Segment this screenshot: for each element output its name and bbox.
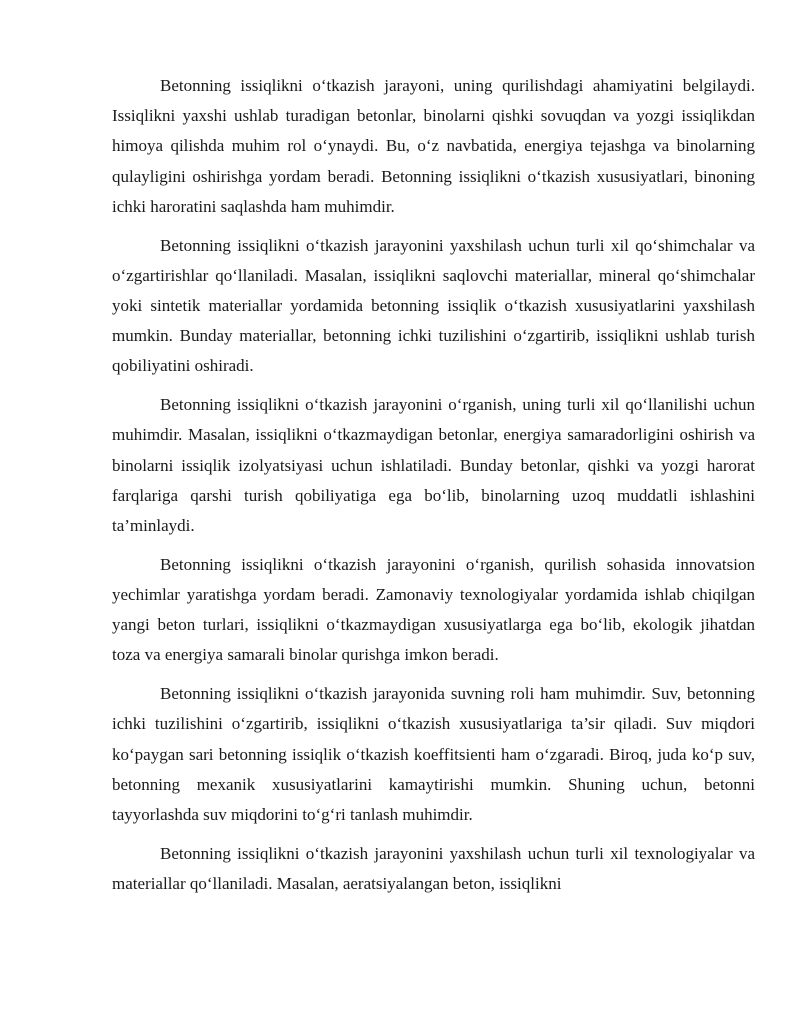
paragraph-5: Betonning issiqlikni o‘tkazish jarayonida suvning roli ham muhimdir. Suv, betonning ichki tuzilishini o‘zgartirib, issiqlikni o‘tkazish xususiyatlariga ta’sir qiladi. Suv miqdori ko‘paygan sari betonning issiqlik o‘tkazish koeffitsienti ham o‘zgaradi. Biroq, juda ko‘p suv, betonning mexanik xususiyatlarini kamaytirishi mumkin. Shuning uchun, betonni tayyorlashda suv miqdorini to‘g‘ri tanlash muhimdir. <box>112 684 755 825</box>
paragraph-6: Betonning issiqlikni o‘tkazish jarayonini yaxshilash uchun turli xil texnologiyalar va materiallar qo‘llaniladi. Masalan, aeratsiyalangan beton, issiqlikni <box>112 843 755 894</box>
paragraph-4: Betonning issiqlikni o‘tkazish jarayonini o‘rganish, qurilish sohasida innovatsion yechimlar yaratishga yordam beradi. Zamonaviy texnologiyalar yordamida ishlab chiqilgan yangi beton turlari, issiqlikni o‘tkazmaydigan xususiyatlarga ega bo‘lib, ekologik jihatdan toza va energiya samarali binolar qurishga imkon beradi. <box>112 554 755 665</box>
paragraph-1: Betonning issiqlikni o‘tkazish jarayoni, uning qurilishdagi ahamiyatini belgilaydi. Issiqlikni yaxshi ushlab turadigan betonlar, binolarni qishki sovuqdan va yozgi issiqlikdan himoya qilishda muhim rol o‘ynaydi. Bu, o‘z navbatida, energiya tejashga va binolarning qulayligini oshirishga yordam beradi. Betonning issiqlikni o‘tkazish xususiyatlari, binoning ichki haroratini saqlashda ham muhimdir. <box>112 76 755 216</box>
document-page <box>112 71 755 908</box>
paragraph-2: Betonning issiqlikni o‘tkazish jarayonini yaxshilash uchun turli xil qo‘shimchalar va o‘zgartirishlar qo‘llaniladi. Masalan, issiqlikni saqlovchi materiallar, mineral qo‘shimchalar yoki sintetik materiallar yordamida betonning issiqlik o‘tkazish xususiyatlarini yaxshilash mumkin. Bunday materiallar, betonning ichki tuzilishini o‘zgartirib, issiqlikni ushlab turish qobiliyatini oshiradi. <box>112 235 755 376</box>
paragraph-3: Betonning issiqlikni o‘tkazish jarayonini o‘rganish, uning turli xil qo‘llanilishi uchun muhimdir. Masalan, issiqlikni o‘tkazmaydigan betonlar, energiya samaradorligini oshirish va binolarni issiqlik izolyatsiyasi uchun ishlatiladi. Bunday betonlar, qishki va yozgi harorat farqlariga qarshi turish qobiliyatiga ega bo‘lib, binolarning uzoq muddatli ishlashini ta’minlaydi. <box>112 395 755 536</box>
